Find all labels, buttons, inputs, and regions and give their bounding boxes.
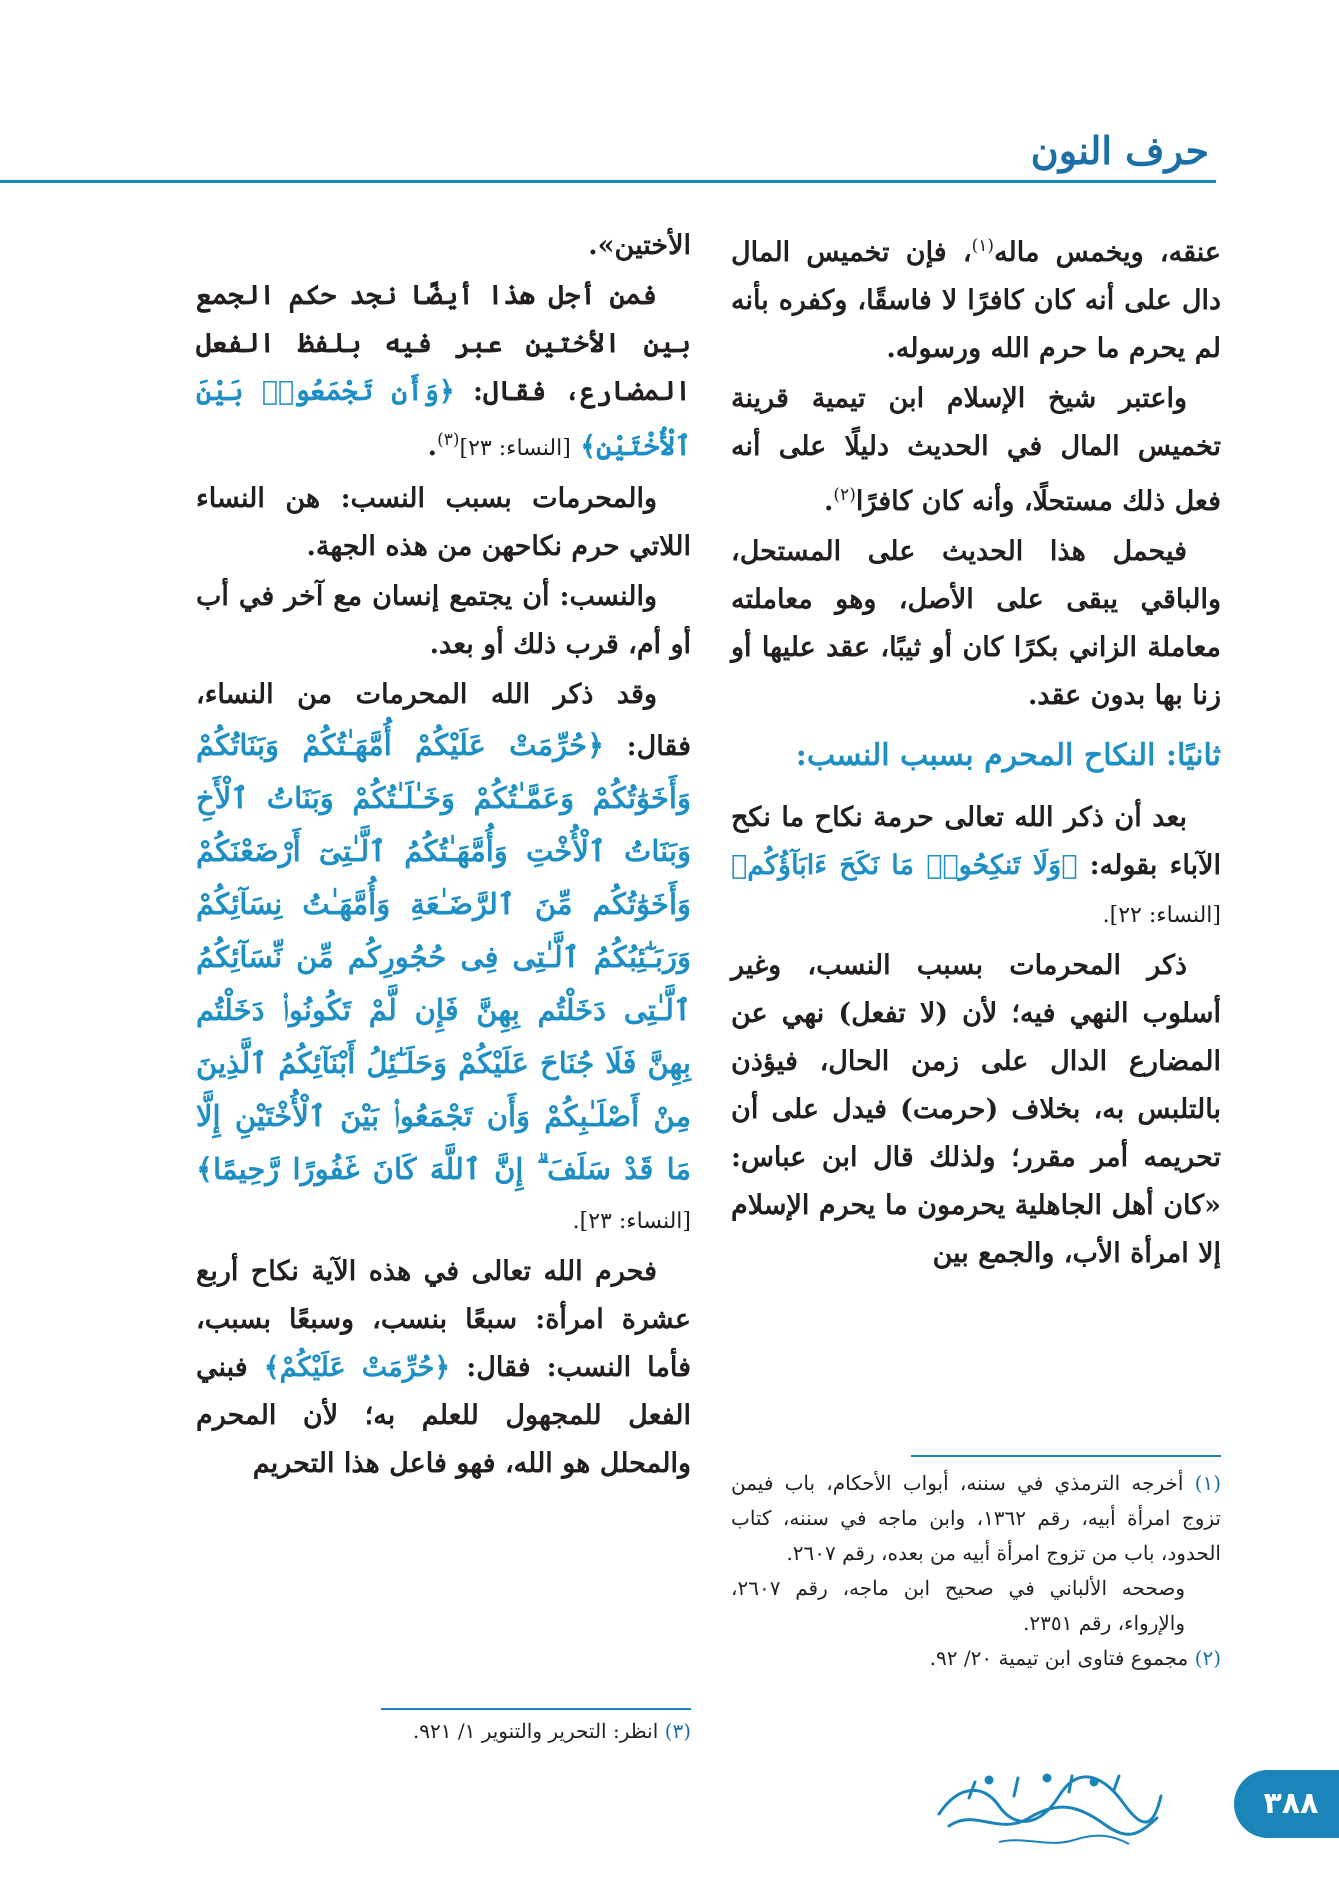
quran-verse: ﴿حُرِّمَتْ عَلَيْكُمْ﴾ bbox=[263, 1352, 451, 1383]
paragraph: والنسب: أن يجتمع إنسان مع آخر في أب أو أم، قرب ذلك أو بعد. bbox=[196, 581, 691, 660]
page-number: ٣٨٨ bbox=[1263, 1786, 1319, 1821]
right-column bbox=[731, 222, 1221, 1280]
verse-reference: [النساء: ٢٣]. bbox=[572, 1209, 691, 1234]
paragraph: بعد أن ذكر الله تعالى حرمة نكاح ما نكح الآباء بقوله: ﴿وَلَا تَنكِحُوا۟ مَا نَكَحَ ءَابَآؤُكُم﴾ [النساء: ٢٢]. bbox=[731, 802, 1222, 928]
header-rule bbox=[0, 180, 1216, 183]
footnote-marker[interactable]: (١) bbox=[971, 236, 995, 256]
footnote-marker[interactable]: (٣) bbox=[437, 430, 460, 450]
footnote-continuation: وصححه الألباني في صحيح ابن ماجه، رقم ٢٦٠٧، والإرواء، رقم ٢٣٥١. bbox=[731, 1576, 1185, 1635]
footnote-marker[interactable]: (٢) bbox=[833, 485, 856, 505]
verse-reference: [النساء: ٢٢]. bbox=[1102, 903, 1221, 928]
footnote-rule bbox=[381, 1708, 691, 1710]
paragraph: فمن أجل هذا أيضًا نجد حكم الجمع بين الأختين عبر فيه بلفظ الفعل المضارع، فقال: ﴿وَأَن تَجْمَعُوا۟ بَيْنَ ٱلْأُخْتَيْنِ﴾ [النساء: ٢٣]$^{(٣)}$. bbox=[196, 280, 691, 462]
footnote-number: (١) bbox=[1194, 1471, 1221, 1495]
quran-verse-block: ﴿حُرِّمَتْ عَلَيْكُمْ أُمَّهَـٰتُكُمْ وَبَنَاتُكُمْ وَأَخَوَٰتُكُمْ وَعَمَّـٰتُكُمْ وَخَـٰلَـٰتُكُمْ وَبَنَاتُ ٱلْأَخِ وَبَنَاتُ ٱلْأُخْتِ وَأُمَّهَـٰتُكُمُ ٱلَّـٰتِىٓ أَرْضَعْنَكُمْ وَأَخَوَٰتُكُم مِّنَ ٱلرَّضَـٰعَةِ وَأُمَّهَـٰتُ نِسَآئِكُمْ وَرَبَـٰٓئِبُكُمُ ٱلَّـٰتِى فِى حُجُورِكُم مِّن نِّسَآئِكُمُ ٱلَّـٰتِى دَخَلْتُم بِهِنَّ فَإِن لَّمْ تَكُونُوا۟ دَخَلْتُم بِهِنَّ فَلَا جُنَاحَ عَلَيْكُمْ وَحَلَـٰٓئِلُ أَبْنَآئِكُمُ ٱلَّذِينَ مِنْ أَصْلَـٰبِكُمْ وَأَن تَجْمَعُوا۟ بَيْنَ ٱلْأُخْتَيْنِ إِلَّا مَا قَدْ سَلَفَ ۗ إِنَّ ٱللَّهَ كَانَ غَفُورًا رَّحِيمًا﴾ bbox=[196, 728, 691, 1186]
paragraph: فيحمل هذا الحديث على المستحل، والباقي يبقى على الأصل، وهو معاملته معاملة الزاني بكرًا كان أو ثيبًا، عقد عليها أو زنا بها بدون عقد. bbox=[731, 536, 1221, 711]
verse-reference: [النساء: ٢٣] bbox=[459, 436, 571, 461]
paragraph: عنقه، ويخمس ماله$^{(١)}$، فإن تخميس المال دال على أنه كان كافرًا لا فاسقًا، وكفره بأنه لم يحرم ما حرم الله ورسوله. bbox=[731, 236, 1222, 364]
paragraph: ذكر المحرمات بسبب النسب، وغير أسلوب النهي فيه؛ لأن (لا تفعل) نهي عن المضارع الدال على زمن الحال، فيؤذن بالتلبس به، بخلاف (حرمت) فيدل على أن تحريمه أمر مقرر؛ ولذلك قال ابن عباس: «كان أهل الجاهلية يحرمون ما يحرم الإسلام إلا امرأة الأب، والجمع بين bbox=[731, 950, 1221, 1269]
paragraph: فحرم الله تعالى في هذه الآية نكاح أربع عشرة امرأة: سبعًا بنسب، وسبعًا بسبب، فأما النسب: فقال: ﴿حُرِّمَتْ عَلَيْكُمْ﴾ فبني الفعل للمجهول للعلم به؛ لأن المحرم والمحلل هو الله، فهو فاعل هذا التحريم bbox=[196, 1256, 692, 1479]
paragraph: وقد ذكر الله المحرمات من النساء، فقال: ﴿حُرِّمَتْ عَلَيْكُمْ أُمَّهَـٰتُكُمْ وَبَنَاتُكُمْ وَأَخَوَٰتُكُمْ وَعَمَّـٰتُكُمْ وَخَـٰلَـٰتُكُمْ وَبَنَاتُ ٱلْأَخِ وَبَنَاتُ ٱلْأُخْتِ وَأُمَّهَـٰتُكُمُ ٱلَّـٰتِىٓ أَرْضَعْنَكُمْ وَأَخَوَٰتُكُم مِّنَ ٱلرَّضَـٰعَةِ وَأُمَّهَـٰتُ نِسَآئِكُمْ وَرَبَـٰٓئِبُكُمُ ٱلَّـٰتِى فِى حُجُورِكُم مِّن نِّسَآئِكُمُ ٱلَّـٰتِى دَخَلْتُم بِهِنَّ فَإِن لَّمْ تَكُونُوا۟ دَخَلْتُم بِهِنَّ فَلَا جُنَاحَ عَلَيْكُمْ وَحَلَـٰٓئِلُ أَبْنَآئِكُمُ ٱلَّذِينَ مِنْ أَصْلَـٰبِكُمْ وَأَن تَجْمَعُوا۟ بَيْنَ ٱلْأُخْتَيْنِ إِلَّا مَا قَدْ سَلَفَ ۗ إِنَّ ٱللَّهَ كَانَ غَفُورًا رَّحِيمًا﴾ [النساء: ٢٣]. bbox=[196, 679, 691, 1234]
paragraph: والمحرمات بسبب النسب: هن النساء اللاتي حرم نكاحهن من هذه الجهة. bbox=[196, 483, 691, 562]
quran-verse: ﴿وَلَا تَنكِحُوا۟ مَا نَكَحَ ءَابَآؤُكُم﴾ bbox=[731, 850, 1078, 881]
footnote-number: (٣) bbox=[664, 1719, 691, 1743]
paragraph: الأختين». bbox=[588, 230, 691, 261]
footnotes-left bbox=[196, 1714, 691, 1749]
encyclopedia-logo bbox=[929, 1766, 1169, 1854]
footnote-rule bbox=[911, 1455, 1221, 1457]
section-subheading: ثانيًا: النكاح المحرم بسبب النسب: bbox=[795, 738, 1221, 773]
quran-verse: ﴿وَأَن تَجْمَعُوا۟ بَيْنَ ٱلْأُخْتَيْنِ﴾ bbox=[196, 376, 691, 462]
footnote: (٢) مجموع فتاوى ابن تيمية ٢٠/ ٩٢. bbox=[929, 1646, 1221, 1670]
footnote: (١) أخرجه الترمذي في سننه، أبواب الأحكام، باب فيمن تزوج امرأة أبيه، رقم ١٣٦٢، وابن ماجه في سننه، كتاب الحدود، باب من تزوج امرأة أبيه من بعده، رقم ٢٦٠٧. bbox=[731, 1471, 1221, 1565]
running-header-title: حرف النون bbox=[1030, 128, 1209, 173]
footnotes-right bbox=[731, 1466, 1221, 1676]
left-column bbox=[196, 222, 691, 1490]
paragraph: واعتبر شيخ الإسلام ابن تيمية قرينة تخميس المال في الحديث دليلًا على أنه فعل ذلك مستحلًا، وأنه كان كافرًا$^{(٢)}$. bbox=[731, 383, 1221, 517]
footnote-number: (٢) bbox=[1194, 1646, 1221, 1670]
footnote: (٣) انظر: التحرير والتنوير ١/ ٩٢١. bbox=[412, 1719, 691, 1743]
